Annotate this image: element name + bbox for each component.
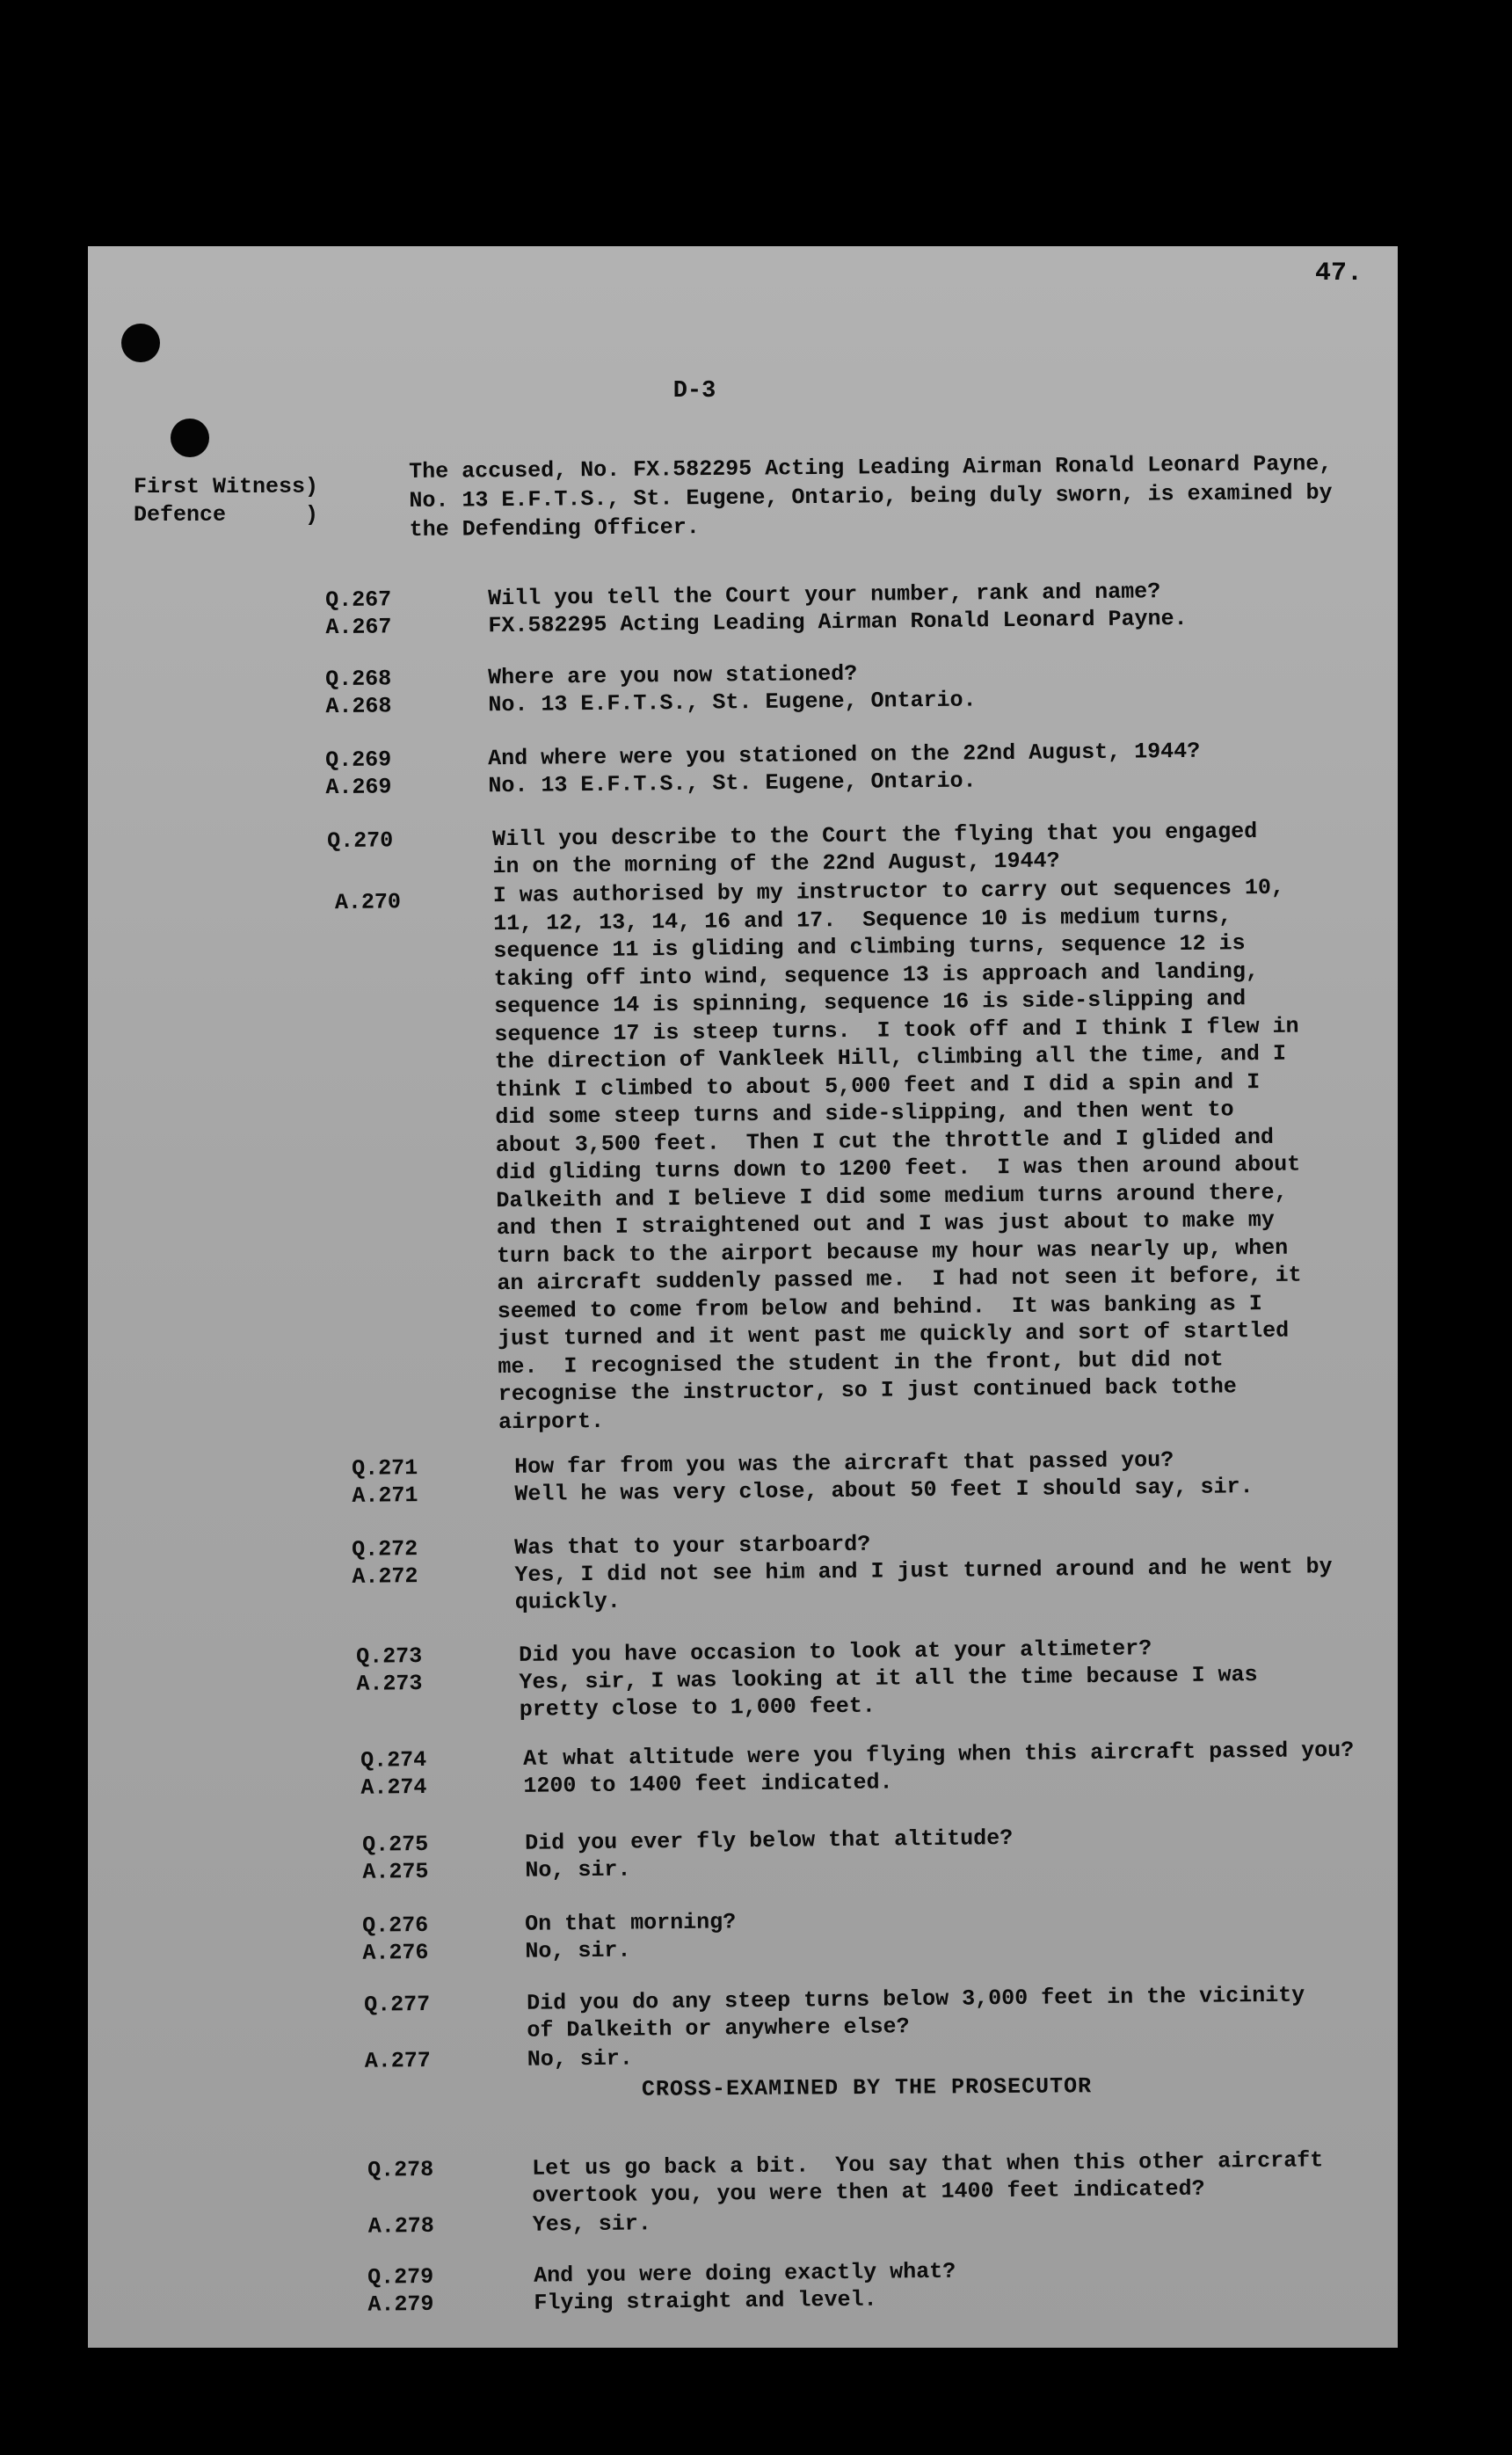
question-number: Q.268 [324, 666, 392, 693]
qa-pair [88, 816, 1398, 1435]
question-number: Q.278 [367, 2156, 434, 2183]
answer-text: Yes, sir, I was looking at it all the time because I was pretty close to 1,000 feet. [519, 1661, 1271, 1723]
question-text: How far from you was the aircraft that passed you? [513, 1447, 1174, 1480]
answer-text: No, sir. [525, 1937, 631, 1964]
punch-hole [171, 419, 209, 457]
question-number: Q.269 [324, 747, 392, 774]
question-text: On that morning? [524, 1909, 737, 1937]
question-number: Q.273 [355, 1643, 423, 1670]
question-text: Will you describe to the Court the flying that you engaged in on the morning of the 22nd August, 1944? [491, 818, 1271, 880]
answer-text: No. 13 E.F.T.S., St. Eugene, Ontario. [488, 768, 977, 799]
question-number: Q.275 [361, 1831, 429, 1858]
qa-pair [88, 2145, 1398, 2243]
answer-text: I was authorised by my instructor to carry out sequences 10, 11, 12, 13, 14, 16 and 17. Sequence 10 is medium turns, sequence 11 is gliding and climbing turns, sequence 12 is taking off into wind, sequence 13 is approach and landing, sequence 14 is spinning, sequence 16 is side-slipping and sequence 17 is steep turns. I took off and I think I flew in the direction of Vankleek Hill, climbing all the time, and I think I climbed to about 5,000 feet and I did a spin and I did some steep turns and side-slipping, and then went to about 3,500 feet. Then I cut the throttle and I glided and did gliding turns down to 1200 feet. I was then around about Dalkeith and I believe I did some medium turns around there, and then I straightened out and I was just about to make my turn back to the airport because my hour was nearly up, when an aircraft suddenly passed me. I had not seen it before, it seemed to come from below and behind. It was banking as I just turned and it went past me quickly and sort of startled me. I recognised the student in the front, but did not recognise the instructor, so I just continued back tothe airport. [492, 874, 1315, 1435]
witness-label: First Witness) Defence ) [134, 474, 319, 528]
answer-text: Well he was very close, about 50 feet I should say, sir. [514, 1474, 1254, 1507]
answer-number: A.269 [325, 774, 392, 801]
question-text: Did you do any steep turns below 3,000 feet in the vicinity of Dalkeith or anywhere else? [526, 1982, 1319, 2043]
document-page [88, 246, 1398, 2348]
question-text: Did you ever fly below that altitude? [524, 1825, 1014, 1856]
qa-pair [88, 1444, 1398, 1512]
answer-text: Yes, I did not see him and I just turned around and he went by quickly. [514, 1554, 1346, 1615]
punch-hole [121, 324, 160, 362]
answer-number: A.275 [362, 1858, 429, 1885]
answer-number: A.270 [334, 889, 402, 916]
question-number: Q.274 [360, 1746, 427, 1774]
question-text: And where were you stationed on the 22nd August, 1944? [487, 738, 1201, 772]
answer-number: A.273 [356, 1671, 423, 1697]
answer-text: No, sir. [525, 1856, 631, 1883]
qa-pair [88, 575, 1398, 644]
question-number: Q.267 [324, 586, 392, 614]
question-text: Let us go back a bit. You say that when this other aircraft overtook you, you were then at 1400 feet indicated? [531, 2147, 1337, 2209]
answer-number: A.268 [325, 693, 392, 720]
qa-pair [88, 735, 1398, 804]
answer-text: No. 13 E.F.T.S., St. Eugene, Ontario. [488, 687, 977, 718]
qa-pair [88, 654, 1398, 723]
question-text: Where are you now stationed? [487, 660, 858, 691]
answer-text: 1200 to 1400 feet indicated. [523, 1769, 893, 1799]
qa-pair [88, 1632, 1398, 1723]
answer-number: A.276 [362, 1939, 429, 1966]
answer-number: A.267 [325, 614, 392, 641]
qa-pair [88, 1736, 1398, 1804]
answer-number: A.278 [367, 2212, 434, 2240]
question-number: Q.271 [351, 1455, 418, 1482]
question-number: Q.272 [351, 1536, 418, 1563]
answer-text: FX.582295 Acting Leading Airman Ronald Leonard Payne. [488, 605, 1188, 639]
answer-number: A.271 [352, 1482, 418, 1509]
qa-pair [88, 1820, 1398, 1889]
question-text: Will you tell the Court your number, rank and name? [487, 579, 1161, 612]
page-number: 47. [1314, 259, 1363, 288]
intro-paragraph: The accused, No. FX.582295 Acting Leading Airman Ronald Leonard Payne, No. 13 E.F.T.S., St. Eugene, Ontario, being duly sworn, is examined by the Defending Officer. [409, 450, 1333, 543]
qa-pair [88, 1525, 1398, 1615]
question-number: Q.270 [326, 827, 394, 855]
answer-number: A.272 [352, 1563, 418, 1590]
question-number: Q.277 [363, 1991, 431, 2018]
question-text: And you were doing exactly what? [533, 2258, 956, 2289]
document-reference: D-3 [672, 378, 716, 404]
question-text: Was that to your starboard? [513, 1531, 871, 1561]
answer-number: A.277 [364, 2047, 431, 2074]
answer-text: No, sir. [527, 2045, 633, 2073]
answer-text: Yes, sir. [532, 2211, 651, 2238]
qa-pair [88, 1901, 1398, 1970]
question-number: Q.279 [367, 2263, 434, 2291]
qa-pair [88, 1980, 1398, 2078]
question-text: Did you have occasion to look at your altimeter? [518, 1635, 1152, 1668]
answer-number: A.279 [367, 2291, 434, 2318]
section-heading: CROSS-EXAMINED BY THE PROSECUTOR [641, 2073, 1093, 2102]
question-number: Q.276 [361, 1912, 429, 1939]
answer-number: A.274 [360, 1774, 427, 1801]
qa-pair [88, 2253, 1398, 2321]
question-text: At what altitude were you flying when this aircraft passed you? [522, 1737, 1355, 1772]
answer-text: Flying straight and level. [534, 2286, 877, 2316]
